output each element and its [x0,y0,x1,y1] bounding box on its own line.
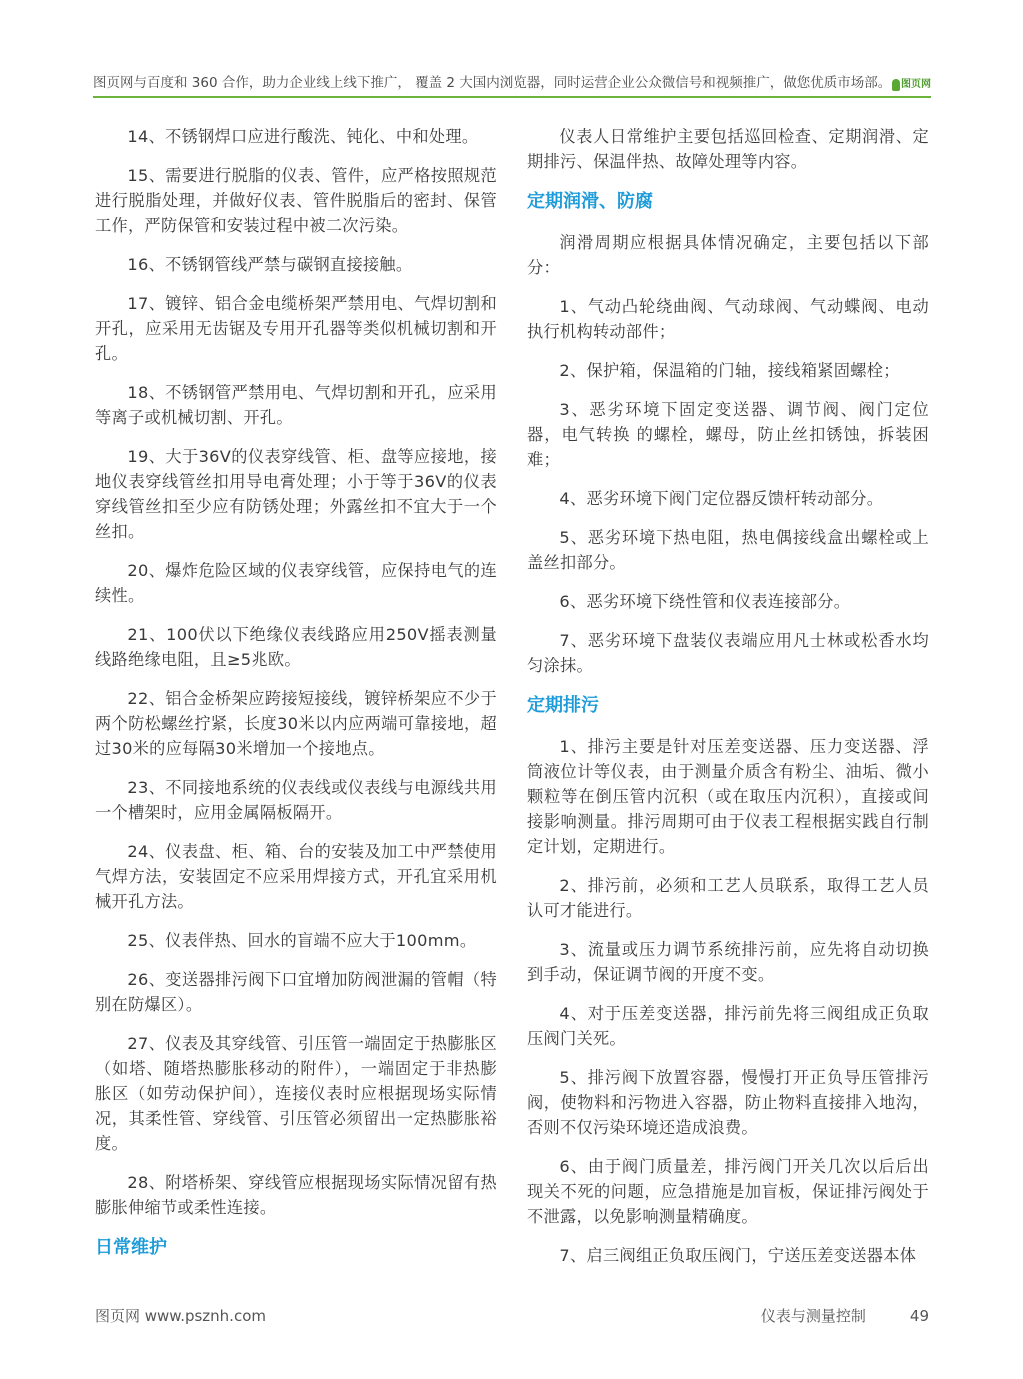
logo-icon [892,79,900,91]
paragraph: 5、排污阀下放置容器，慢慢打开正负导压管排污阀，使物料和污物进入容器，防止物料直接排入地沟，否则不仅污染环境还造成浪费。 [527,1068,929,1137]
footer-right [761,1305,929,1327]
paragraph: 7、启三阀组正负取压阀门，宁送压差变送器本体 [559,1246,917,1265]
paragraph: 1、气动凸轮绕曲阀、气动球阀、气动蝶阀、电动执行机构转动部件； [527,297,929,341]
paragraph: 6、恶劣环境下绕性管和仪表连接部分。 [559,592,851,611]
footer-site: 图页网 www.psznh.com [95,1307,266,1325]
paragraph: 20、爆炸危险区域的仪表穿线管，应保持电气的连续性。 [95,561,497,605]
header-divider [93,96,931,98]
banner-text: 图页网与百度和 360 合作，助力企业线上线下推广， 覆盖 2 大国内浏览器，同时运营企业公众微信号和视频推广，做您优质市场部。 [93,75,892,91]
right-column [527,124,929,1282]
left-column [95,124,497,1276]
paragraph: 1、排污主要是针对压差变送器、压力变送器、浮筒液位计等仪表，由于测量介质含有粉尘、油垢、微小颗粒等在倒压管内沉积（或在取压内沉积），直接或间接影响测量。排污周期可由于仪表工程根据实践自行制定计划，定期进行。 [527,737,929,856]
paragraph: 仪表人日常维护主要包括巡回检查、定期润滑、定期排污、保温伴热、故障处理等内容。 [527,127,929,171]
paragraph: 15、需要进行脱脂的仪表、管件，应严格按照规范进行脱脂处理，并做好仪表、管件脱脂后的密封、保管工作，严防保管和安装过程中被二次污染。 [95,166,497,235]
top-banner [93,72,931,94]
paragraph: 3、恶劣环境下固定变送器、调节阀、阀门定位器，电气转换 的螺栓，螺母，防止丝扣锈蚀，拆装困难； [527,400,929,469]
section-heading: 定期润滑、防腐 [527,191,653,212]
paragraph: 28、附塔桥架、穿线管应根据现场实际情况留有热膨胀伸缩节或柔性连接。 [95,1173,497,1217]
paragraph: 18、不锈钢管严禁用电、气焊切割和开孔，应采用等离子或机械切割、开孔。 [95,383,497,427]
paragraph: 21、100伏以下绝缘仪表线路应用250V摇表测量线路绝缘电阻，且≥5兆欧。 [95,625,497,669]
paragraph: 25、仪表伴热、回水的盲端不应大于100mm。 [127,931,477,950]
site-logo [892,74,931,96]
paragraph: 2、排污前，必须和工艺人员联系，取得工艺人员认可才能进行。 [527,876,929,920]
paragraph: 5、恶劣环境下热电阻，热电偶接线盒出螺栓或上盖丝扣部分。 [527,528,929,572]
paragraph: 7、恶劣环境下盘装仪表端应用凡士林或松香水均匀涂抹。 [527,631,929,675]
paragraph: 14、不锈钢焊口应进行酸洗、钝化、中和处理。 [127,127,479,146]
paragraph: 27、仪表及其穿线管、引压管一端固定于热膨胀区（如塔、随塔热膨胀移动的附件），一端固定于非热膨胀区（如劳动保护间），连接仪表时应根据现场实际情况，其柔性管、穿线管、引压管必须留出一定热膨胀裕度。 [95,1034,497,1153]
paragraph: 4、对于压差变送器，排污前先将三阀组成正负取压阀门关死。 [527,1004,929,1048]
paragraph: 26、变送器排污阀下口宜增加防阀泄漏的管帽（特别在防爆区）。 [95,970,497,1014]
paragraph: 4、恶劣环境下阀门定位器反馈杆转动部分。 [559,489,884,508]
paragraph: 6、由于阀门质量差，排污阀门开关几次以后后出现关不死的问题，应急措施是加盲板，保证排污阀处于不泄露，以免影响测量精确度。 [527,1157,929,1226]
paragraph: 22、铝合金桥架应跨接短接线，镀锌桥架应不少于两个防松螺丝拧紧，长度30米以内应两端可靠接地，超过30米的应每隔30米增加一个接地点。 [95,689,497,758]
paragraph: 23、不同接地系统的仪表线或仪表线与电源线共用一个槽架时，应用金属隔板隔开。 [95,778,497,822]
paragraph: 17、镀锌、铝合金电缆桥架严禁用电、气焊切割和开孔，应采用无齿锯及专用开孔器等类似机械切割和开孔。 [95,294,497,363]
section-heading: 定期排污 [527,695,599,716]
paragraph: 3、流量或压力调节系统排污前，应先将自动切换到手动，保证调节阀的开度不变。 [527,940,929,984]
paragraph: 19、大于36V的仪表穿线管、柜、盘等应接地，接地仪表穿线管丝扣用导电膏处理；小于等于36V的仪表穿线管丝扣至少应有防锈处理；外露丝扣不宜大于一个丝扣。 [95,447,497,541]
paragraph: 润滑周期应根据具体情况确定，主要包括以下部分： [527,233,929,277]
paragraph: 2、保护箱，保温箱的门轴，接线箱紧固螺栓； [559,361,900,380]
footer-section-title: 仪表与测量控制 [760,1307,866,1325]
paragraph: 24、仪表盘、柜、箱、台的安装及加工中严禁使用气焊方法，安装固定不应采用焊接方式，开孔宜采用机械开孔方法。 [95,842,497,911]
logo-text: 图页网 [901,79,931,90]
section-heading: 日常维护 [95,1237,167,1258]
page-number: 49 [909,1307,929,1325]
paragraph: 16、不锈钢管线严禁与碳钢直接接触。 [127,255,413,274]
